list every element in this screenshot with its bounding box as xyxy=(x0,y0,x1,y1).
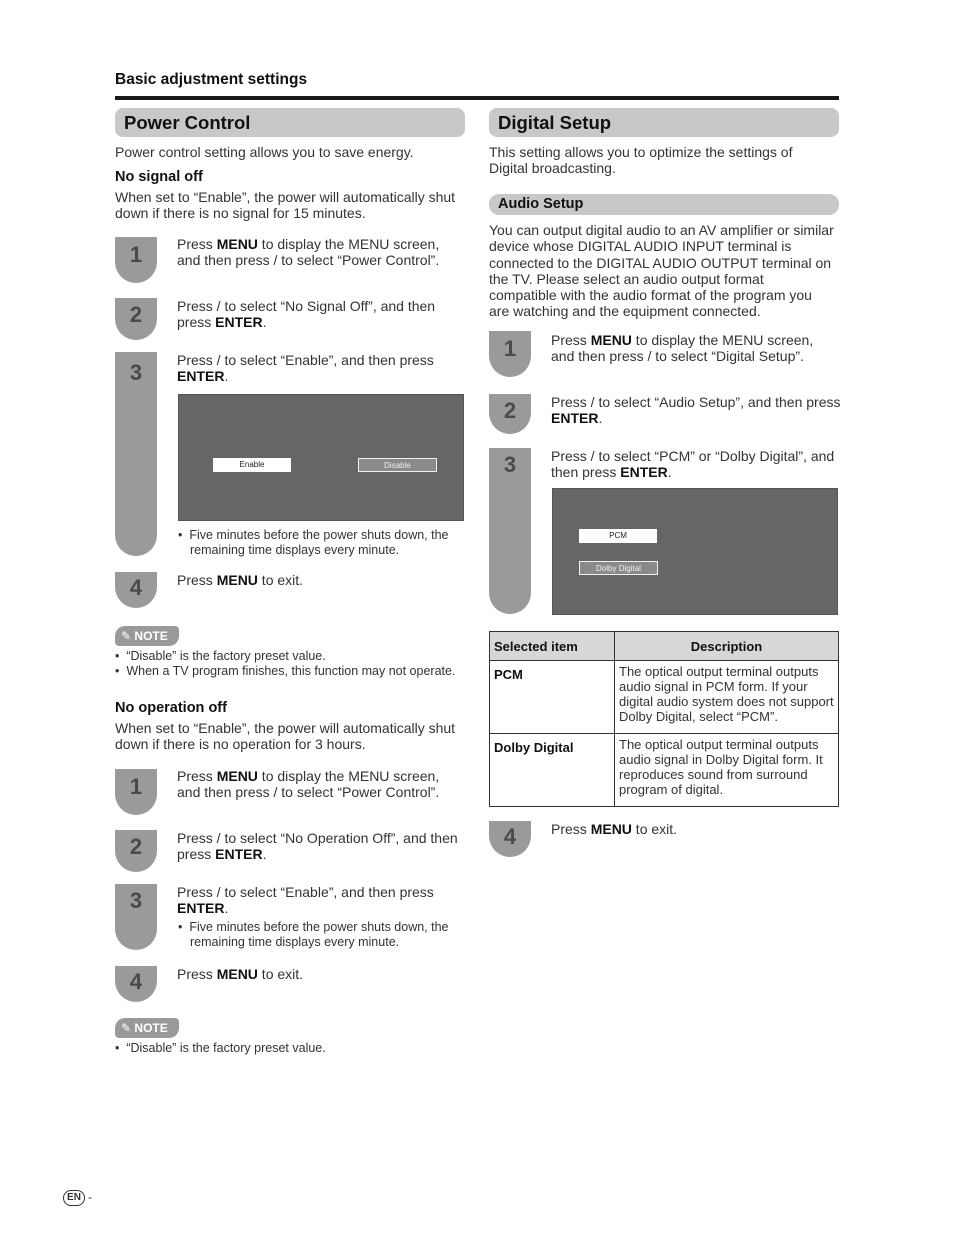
table-cell-item: PCM xyxy=(490,661,615,734)
note-item: • “Disable” is the factory preset value. xyxy=(115,649,326,663)
step-3-marker xyxy=(115,352,157,556)
step-2-text xyxy=(551,394,841,427)
menu-key: MENU xyxy=(216,572,258,588)
step-2-marker xyxy=(115,830,157,872)
bullet-text: Five minutes before the power shuts down, the remaining time displays every minute. xyxy=(189,528,449,557)
option-dolby-digital[interactable]: Dolby Digital xyxy=(579,561,658,575)
step-1-text xyxy=(177,768,457,801)
step-number: 4 xyxy=(129,575,143,600)
step-text-part: . xyxy=(224,900,229,917)
step-3-text xyxy=(177,352,457,385)
enter-key: ENTER xyxy=(177,368,225,385)
language-badge: EN xyxy=(63,1190,85,1206)
step-number: 1 xyxy=(129,774,143,799)
no-signal-heading: No signal off xyxy=(115,169,203,185)
menu-key: MENU xyxy=(216,966,258,982)
step-2-text xyxy=(177,830,467,863)
step-4-text xyxy=(177,966,457,982)
step-text-part: Press / to select “Enable”, and then press xyxy=(177,352,434,368)
step-number: 3 xyxy=(129,888,143,913)
no-operation-heading: No operation off xyxy=(115,700,227,716)
step-3-marker xyxy=(489,448,531,614)
step-text-part: to display the MENU screen, and then press / to select “Power Control”. xyxy=(177,768,440,801)
table-row xyxy=(490,734,839,807)
step-number: 3 xyxy=(129,360,143,385)
note-label: NOTE xyxy=(134,1021,168,1035)
note-text: When a TV program finishes, this function may not operate. xyxy=(126,663,456,678)
step-3-marker xyxy=(115,884,157,950)
note-item: • “Disable” is the factory preset value. xyxy=(115,1041,326,1055)
step-3-text xyxy=(177,884,457,917)
step-1-marker xyxy=(115,237,157,283)
menu-key: MENU xyxy=(590,332,632,348)
step-4-text xyxy=(177,572,457,588)
step-number: 4 xyxy=(503,824,517,849)
table-cell-item: Dolby Digital xyxy=(490,734,615,807)
header-rule xyxy=(115,96,839,100)
step-1-marker xyxy=(115,769,157,815)
bullet-text: Five minutes before the power shuts down, the remaining time displays every minute. xyxy=(189,920,449,949)
enter-key: ENTER xyxy=(551,410,599,427)
tv-screen-audio xyxy=(552,488,838,615)
step-4-marker xyxy=(489,821,531,857)
step-text-part: to exit. xyxy=(257,572,304,588)
power-control-title: Power Control xyxy=(115,108,465,137)
step-text-part: to display the MENU screen, and then press / to select “Digital Setup”. xyxy=(551,332,814,365)
step-text-part: Press xyxy=(177,768,217,784)
option-disable[interactable]: Disable xyxy=(358,458,437,472)
digital-setup-title: Digital Setup xyxy=(489,108,839,137)
step-text-part: Press xyxy=(177,572,217,588)
step-number: 4 xyxy=(129,969,143,994)
table-cell-desc: The optical output terminal outputs audio signal in Dolby Digital form. It reproduces sound from surround program of digital. xyxy=(615,734,839,807)
note-text: “Disable” is the factory preset value. xyxy=(126,649,326,663)
note-item: • When a TV program finishes, this function may not operate. xyxy=(115,663,456,678)
enter-key: ENTER xyxy=(620,464,668,481)
pencil-icon: ✎ xyxy=(121,1021,132,1035)
step-number: 2 xyxy=(503,398,517,423)
note-badge xyxy=(115,626,179,646)
table-row xyxy=(490,661,839,734)
bullet-note: • Five minutes before the power shuts down, the remaining time displays every minute. xyxy=(178,920,449,949)
step-text-part: to exit. xyxy=(257,966,304,982)
step-2-marker xyxy=(489,394,531,434)
no-signal-desc: When set to “Enable”, the power will automatically shut down if there is no signal for 15 minutes. xyxy=(115,189,456,222)
step-1-text xyxy=(177,236,457,269)
table-header-row xyxy=(490,632,839,661)
step-text-part: . xyxy=(262,314,267,331)
step-text-part: . xyxy=(224,368,229,385)
audio-setup-title: Audio Setup xyxy=(489,194,839,215)
power-control-intro: Power control setting allows you to save energy. xyxy=(115,144,414,160)
note-list xyxy=(115,1041,470,1056)
col-header-selected-item: Selected item xyxy=(490,632,615,661)
step-number: 1 xyxy=(129,242,143,267)
step-text-part: Press / to select “PCM” or “Dolby Digital”, and then press xyxy=(551,448,835,481)
step-1-text xyxy=(551,332,836,365)
step-text-part: Press xyxy=(177,236,217,252)
step-text-part: to display the MENU screen, and then press / to select “Power Control”. xyxy=(177,236,440,269)
tv-screen-power xyxy=(178,394,464,521)
enter-key: ENTER xyxy=(177,900,225,917)
enter-key: ENTER xyxy=(215,314,263,331)
audio-setup-desc: You can output digital audio to an AV amplifier or similar device whose DIGITAL AUDIO INPUT terminal is connected to the DIGITAL AUDIO OUTPUT terminal on the TV. Please select an audio output format compatible with the audio format of the program you are watching and the equipment connected. xyxy=(489,222,834,320)
step-2-text xyxy=(177,298,457,331)
step-number: 2 xyxy=(129,302,143,327)
step-text-part: Press xyxy=(551,821,591,837)
step-text-part: Press / to select “Audio Setup”, and then press xyxy=(551,394,841,410)
option-enable[interactable]: Enable xyxy=(213,458,291,472)
step-4-marker xyxy=(115,966,157,1002)
step-4-marker xyxy=(115,572,157,608)
step-text-part: . xyxy=(598,410,603,427)
page-number: - xyxy=(88,1190,92,1204)
step-1-marker xyxy=(489,331,531,377)
bullet-note: • Five minutes before the power shuts down, the remaining time displays every minute. xyxy=(178,528,449,557)
audio-options-table xyxy=(489,631,839,807)
col-header-description: Description xyxy=(615,632,839,661)
enter-key: ENTER xyxy=(215,846,263,863)
step-text-part: Press / to select “No Signal Off”, and then press xyxy=(177,298,436,331)
step-text-part: Press xyxy=(177,966,217,982)
no-operation-desc: When set to “Enable”, the power will automatically shut down if there is no operation for 3 hours. xyxy=(115,720,456,753)
pencil-icon: ✎ xyxy=(121,629,132,643)
option-pcm[interactable]: PCM xyxy=(579,529,657,543)
step-text-part: Press xyxy=(551,332,591,348)
menu-key: MENU xyxy=(590,821,632,837)
page-header: Basic adjustment settings xyxy=(115,71,308,88)
step-2-marker xyxy=(115,298,157,340)
step-number: 1 xyxy=(503,336,517,361)
note-text: “Disable” is the factory preset value. xyxy=(126,1041,326,1055)
step-number: 3 xyxy=(503,452,517,477)
step-text-part: . xyxy=(262,846,267,863)
menu-key: MENU xyxy=(216,768,258,784)
digital-setup-intro: This setting allows you to optimize the settings of Digital broadcasting. xyxy=(489,144,793,177)
step-number: 2 xyxy=(129,834,143,859)
step-text-part: . xyxy=(667,464,672,481)
note-label: NOTE xyxy=(134,629,168,643)
step-text-part: Press / to select “No Operation Off”, and then press xyxy=(177,830,458,863)
step-3-text xyxy=(551,448,836,481)
menu-key: MENU xyxy=(216,236,258,252)
note-badge xyxy=(115,1018,179,1038)
table-cell-desc: The optical output terminal outputs audio signal in PCM form. If your digital audio system does not support Dolby Digital, select “PCM”. xyxy=(615,661,839,734)
note-list xyxy=(115,649,470,678)
step-text-part: to exit. xyxy=(631,821,678,837)
step-4-text xyxy=(551,821,831,837)
step-text-part: Press / to select “Enable”, and then press xyxy=(177,884,434,900)
